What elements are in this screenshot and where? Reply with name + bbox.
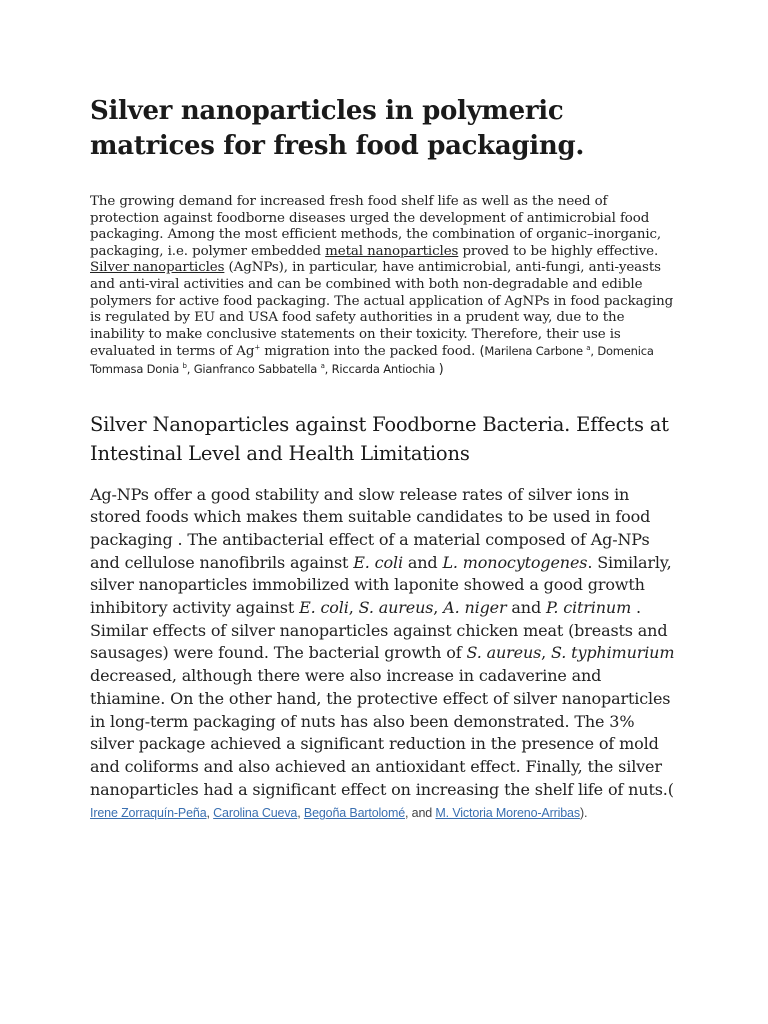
author-2-affiliation: b: [182, 362, 187, 371]
species-e-coli-2: E. coli: [299, 598, 349, 618]
author-3-affiliation: a: [320, 362, 325, 371]
abstract-text-a: The growing demand for increased fresh food shelf life as well as the need of protection against foodborne diseases urged the development of antimicrobial food packaging. Among the most efficient methods, the combination of organic–inorganic, packaging, i.e. polymer embedded: [90, 194, 662, 259]
section-text-1: Ag-NPs offer a good stability and slow release rates of silver ions in stored foods which makes them suitable candidates to be used in food packaging . The antibacterial effect of a material composed of Ag-NPs and cellulose nanofibrils against: [90, 484, 651, 572]
metal-nanoparticles-link[interactable]: metal nanoparticles: [325, 243, 459, 259]
author-link-cueva[interactable]: Carolina Cueva: [213, 806, 298, 821]
abstract-text-c: (AgNPs), in particular, have antimicrobial, anti-fungi, anti-yeasts and anti-viral activities and can be combined with both non-degradable and edible polymers for active food packaging. The actual application of AgNPs in food packaging is regulated by EU and USA food safety authorities in a prudent way, due to the inability to make conclusive statements on their toxicity. Therefore, their use is evaluated in terms of Ag: [90, 260, 674, 360]
author-link-bartolome[interactable]: Begoña Bartolomé: [303, 806, 406, 821]
section-text-3: . Similarly, silver nanoparticles immobilized with laponite showed a good growth inhibitory activity against: [90, 552, 672, 618]
section-paragraph: [90, 484, 680, 825]
abstract-text-b: proved to be highly effective.: [458, 243, 659, 259]
section-text-2: and: [402, 552, 443, 572]
section-heading: Silver Nanoparticles against Foodborne Bacteria. Effects at Intestinal Level and Health Limitations: [90, 412, 669, 465]
section-text-9: decreased, although there were also increase in cadaverine and thiamine. On the other hand, the protective effect of silver nanoparticles in long-term packaging of nuts has also been demonstrated. The 3% silver package achieved a significant reduction in the presence of mold and coliforms and also achieved an antioxidant effect. Finally, the silver nanoparticles had a significant effect on increasing the shelf life of nuts.(: [90, 666, 674, 799]
abstract-paragraph: [90, 194, 680, 379]
abstract-text-d: migration into the packed food.: [260, 344, 476, 360]
section-text-7: . Similar effects of silver nanoparticles against chicken meat (breasts and sausages) were found. The bacterial growth of: [90, 598, 668, 663]
ion-charge-superscript: +: [254, 343, 261, 352]
author-1: Marilena Carbone: [484, 344, 583, 359]
species-p-citrinum: P. citrinum: [546, 598, 632, 618]
author-link-zorraquin[interactable]: Irene Zorraquín-Peña: [90, 806, 207, 821]
silver-nanoparticles-link[interactable]: Silver nanoparticles: [90, 260, 225, 276]
document-title: Silver nanoparticles in polymeric matrices for fresh food packaging.: [90, 96, 585, 161]
document-page: [90, 94, 680, 824]
abstract-authors: (Marilena Carbone $^a$, Domenica Tommasa Donia $^b$, Gianfranco Sabbatella $^a$, Riccarda Antiochia ): [90, 344, 654, 377]
section-text-6: and: [506, 598, 546, 618]
author-1-affiliation: a: [586, 344, 591, 353]
author-link-moreno-arribas[interactable]: M. Victoria Moreno-Arribas: [435, 806, 580, 821]
species-a-niger: A. niger: [443, 598, 507, 618]
author-3: Gianfranco Sabbatella: [193, 361, 318, 376]
section-text-4: ,: [348, 598, 359, 618]
species-e-coli: E. coli: [353, 552, 403, 572]
species-l-monocytogenes: L. monocytogenes: [442, 552, 588, 572]
author-separator-2: ,: [297, 806, 304, 821]
author-4: Riccarda Antiochia: [331, 361, 436, 376]
section-authors: [90, 806, 587, 820]
species-s-aureus-2: S. aureus: [466, 643, 542, 663]
section-text-5: ,: [433, 598, 444, 618]
section-text-8: ,: [541, 643, 552, 663]
author-separator-1: ,: [206, 806, 214, 821]
species-s-typhimurium: S. typhimurium: [551, 643, 675, 663]
author-close-paren: ).: [579, 806, 588, 821]
author-separator-3: , and: [405, 806, 436, 821]
species-s-aureus: S. aureus: [358, 598, 434, 618]
author-2: Domenica Tommasa Donia: [90, 344, 654, 376]
